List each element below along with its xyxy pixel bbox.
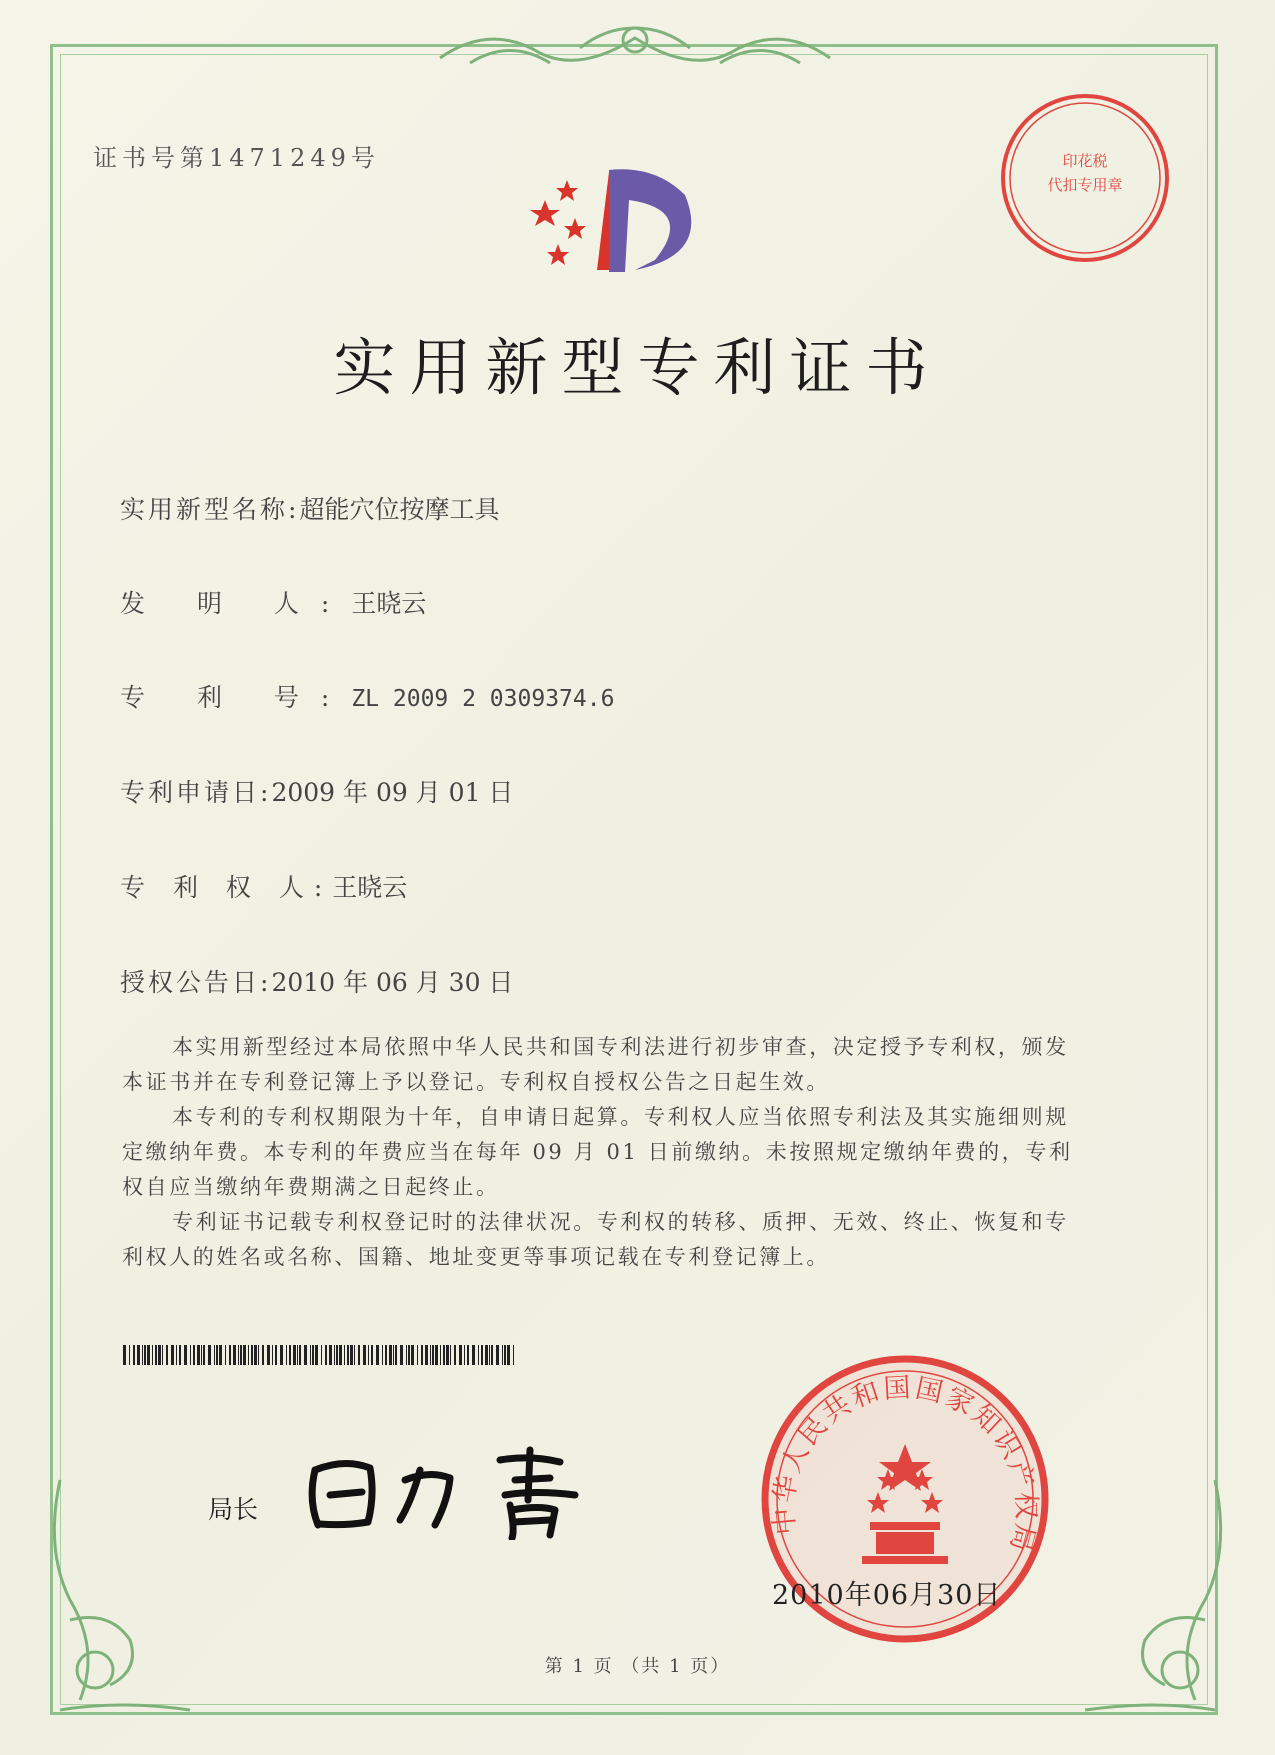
field-patentee	[120, 868, 407, 904]
patent-office-logo	[525, 140, 735, 295]
field-value: 2010 年 06 月 30 日	[271, 968, 514, 997]
top-ornament	[430, 18, 840, 78]
body-paragraph: 专利证书记载专利权登记时的法律状况。专利权的转移、质押、无效、终止、恢复和专利权人的姓名或名称、国籍、地址变更等事项记载在专利登记簿上。	[122, 1210, 1069, 1269]
field-value: 王晓云	[351, 589, 427, 618]
svg-text:代扣专用章: 代扣专用章	[1047, 176, 1123, 194]
certificate-number: 证书号第1471249号	[93, 144, 380, 172]
barcode	[123, 1345, 515, 1365]
field-value: ZL 2009 2 0309374.6	[351, 686, 615, 712]
field-patent-number	[120, 678, 614, 714]
body-paragraph: 本实用新型经过本局依照中华人民共和国专利法进行初步审查，决定授予专利权，颁发本证书并在专利登记簿上予以登记。专利权自授权公告之日起生效。	[122, 1035, 1069, 1094]
body-paragraph: 本专利的专利权期限为十年，自申请日起算。专利权人应当依照专利法及其实施细则规定缴纳年费。本专利的年费应当在每年 09 月 01 日前缴纳。未按照规定缴纳年费的，专利权自应当缴纳年费期满之日起终止。	[122, 1105, 1073, 1199]
field-value: 王晓云	[332, 873, 408, 902]
field-label: 实用新型名称:	[120, 495, 300, 524]
field-grant-date	[120, 963, 513, 999]
tax-stamp-seal	[995, 88, 1175, 268]
field-label: 发 明 人:	[120, 589, 352, 618]
field-label: 专 利 权 人:	[120, 873, 333, 902]
field-label: 授权公告日:	[120, 968, 272, 997]
bottom-right-ornament	[1075, 1470, 1235, 1720]
field-filing-date	[120, 773, 513, 809]
bottom-left-ornament	[40, 1470, 200, 1720]
director-signature	[300, 1440, 590, 1540]
issue-date: 2010年06月30日	[772, 1580, 1002, 1611]
field-label: 专利申请日:	[120, 778, 272, 807]
field-label: 专 利 号:	[120, 683, 352, 712]
svg-text:印花税: 印花税	[1062, 152, 1108, 170]
field-inventor	[120, 584, 426, 620]
seal-text: 中华人民共和国国家知识产权局	[768, 1372, 1042, 1558]
field-value: 超能穴位按摩工具	[299, 495, 500, 524]
page-number: 第 1 页 （共 1 页）	[544, 1656, 731, 1677]
certificate-body	[122, 1030, 1092, 1275]
director-label: 局长	[208, 1495, 259, 1524]
field-utility-model-name	[120, 490, 499, 526]
field-value: 2009 年 09 月 01 日	[271, 778, 514, 807]
certificate-title: 实用新型专利证书	[333, 331, 942, 404]
